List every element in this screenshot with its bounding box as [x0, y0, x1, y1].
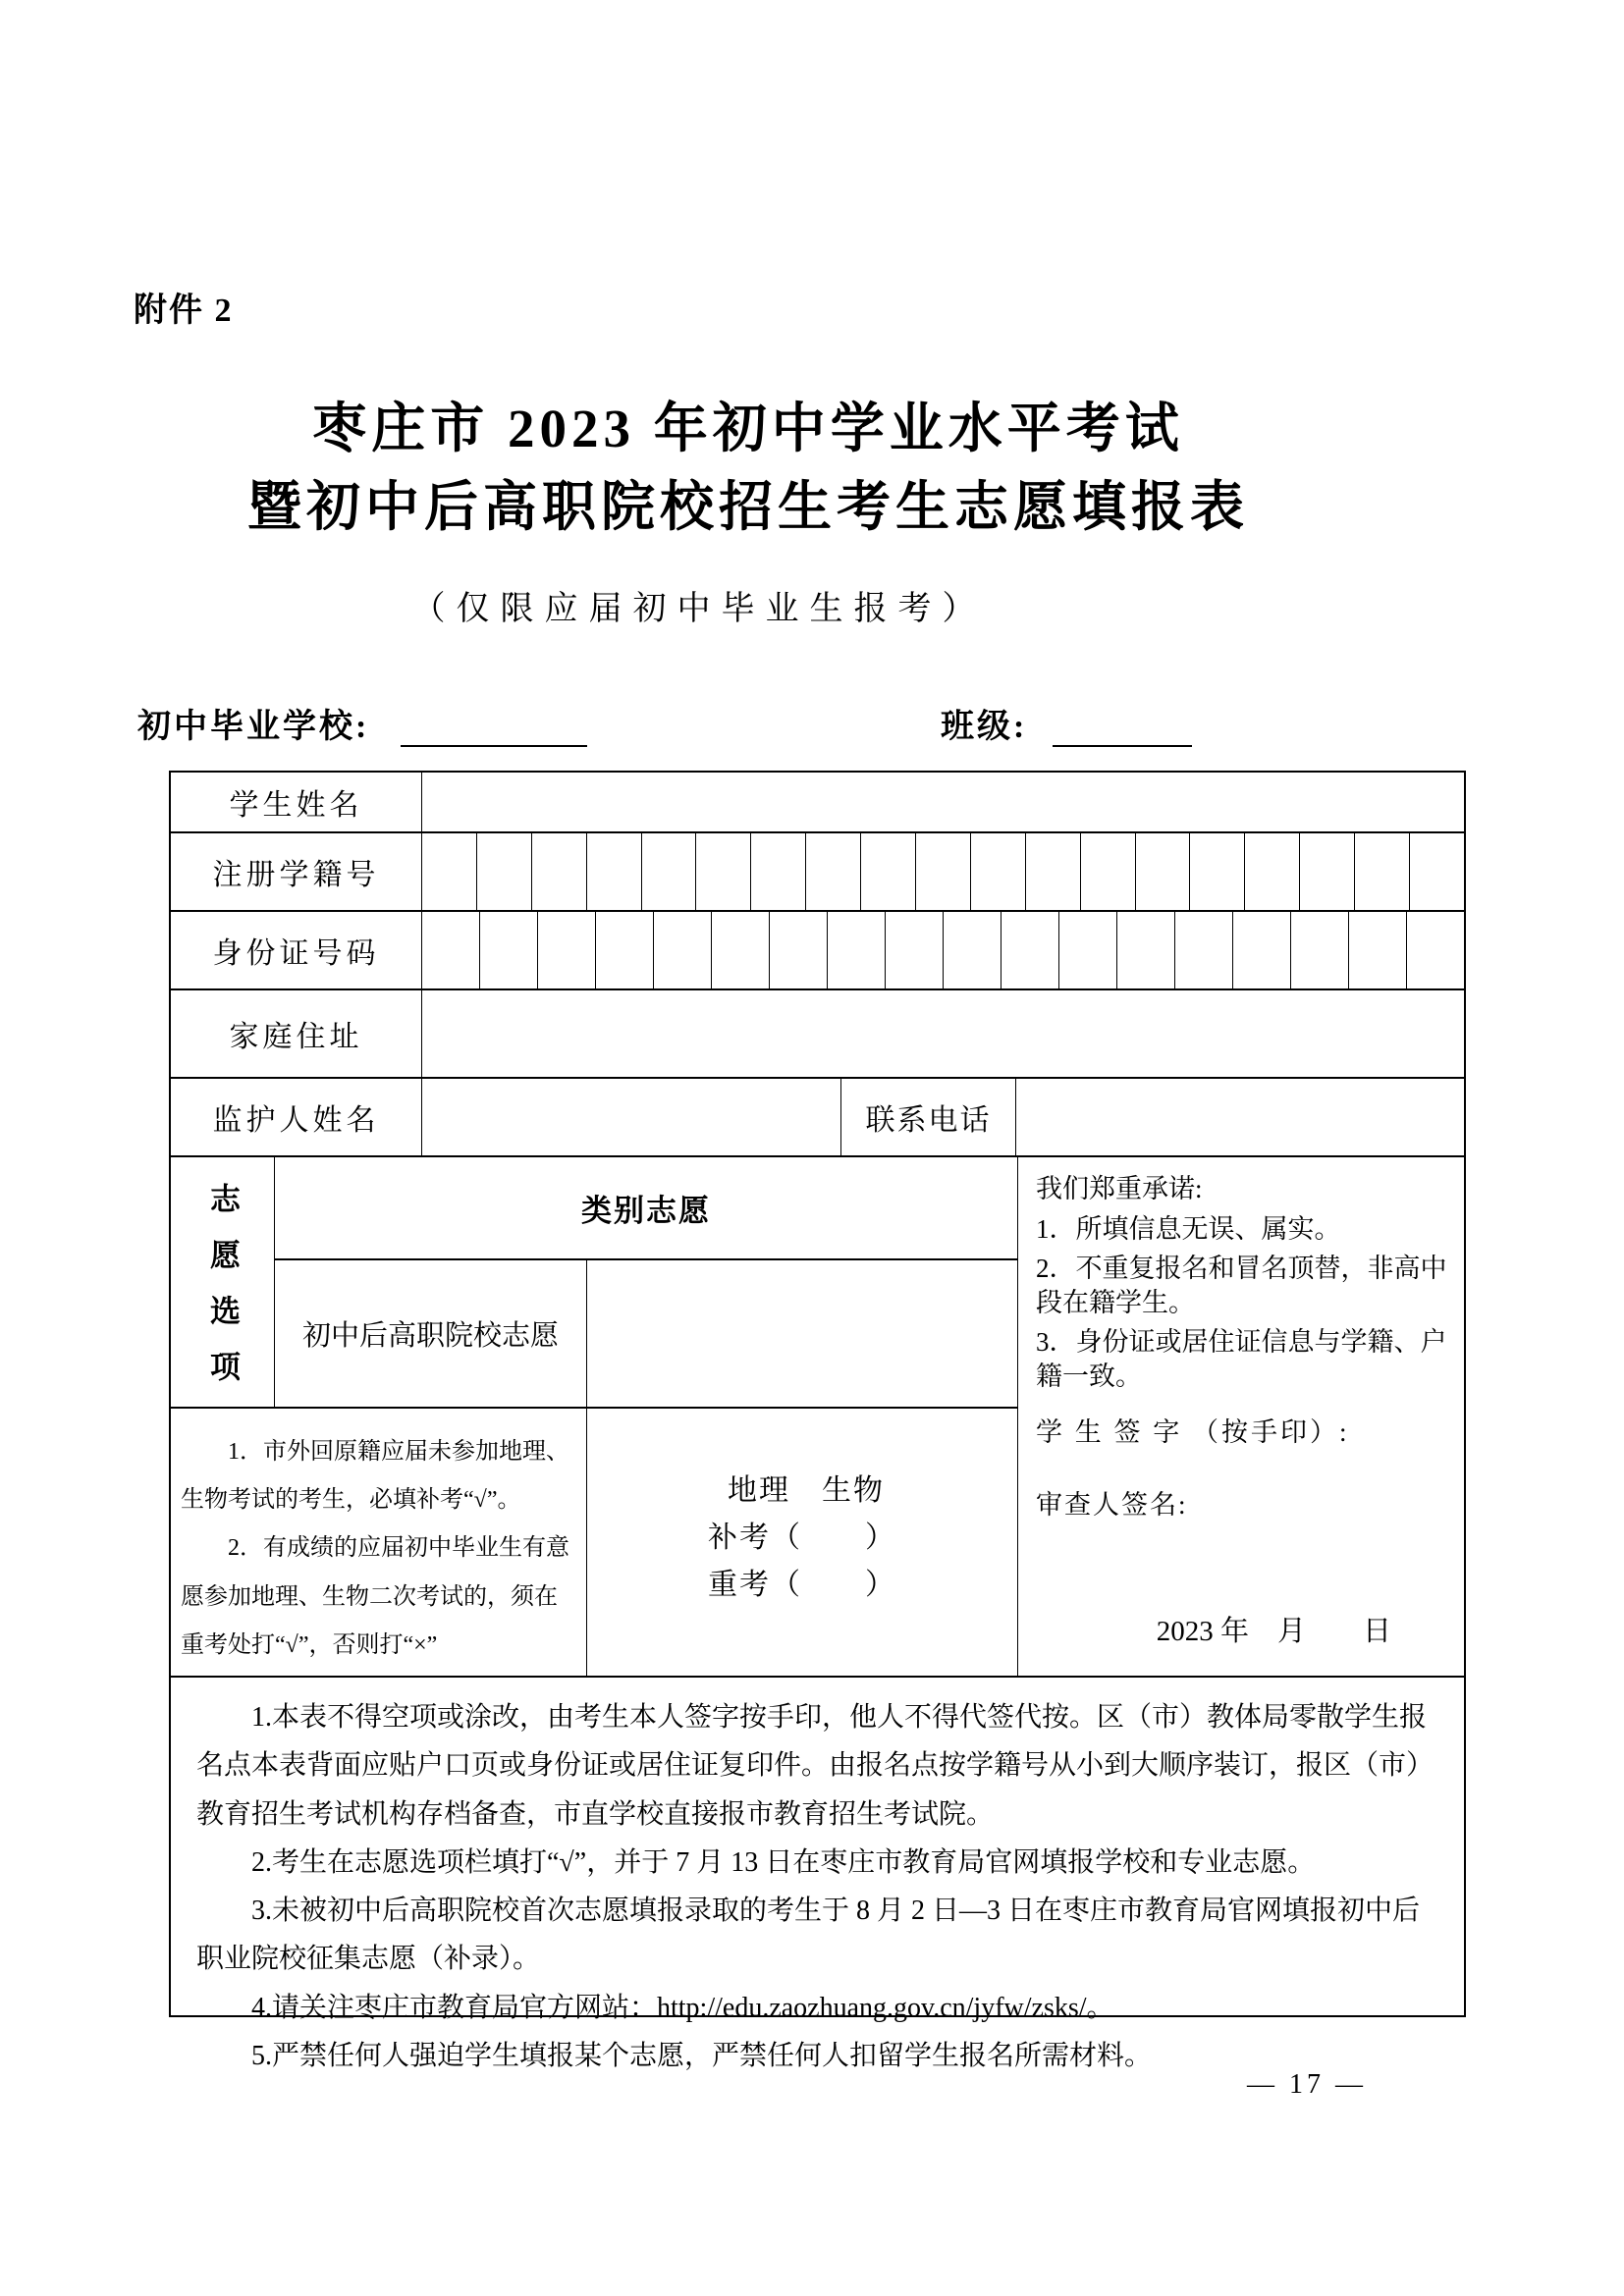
category-volunteer-header: 类别志愿 — [275, 1157, 1017, 1260]
instruction-4: 4.请关注枣庄市教育局官方网站：http://edu.zaozhuang.gov.cn/jyfw/zsks/。 — [251, 1992, 1114, 2023]
vocational-college-option-row — [275, 1260, 1017, 1407]
guardian-row — [171, 1077, 1464, 1155]
digit-cell[interactable] — [479, 912, 537, 988]
volunteer-top-area — [171, 1157, 1017, 1407]
digit-cell[interactable] — [1058, 912, 1116, 988]
volunteer-left-area — [171, 1157, 1017, 1676]
application-form-table — [169, 771, 1466, 2071]
digit-cell[interactable] — [885, 912, 943, 988]
makeup-exam-line[interactable]: 补考（ ） — [708, 1522, 896, 1554]
student-name-row — [171, 773, 1464, 831]
student-name-label: 学生姓名 — [171, 773, 422, 831]
digit-cell[interactable] — [970, 833, 1025, 910]
id-card-row — [171, 910, 1464, 988]
digit-cell[interactable] — [860, 833, 915, 910]
class-label: 班级: — [941, 709, 1028, 745]
home-address-label: 家庭住址 — [171, 990, 422, 1077]
volunteer-options-column — [171, 1157, 275, 1407]
volunteer-options-label: 志愿选项 — [205, 1183, 240, 1407]
digit-cell[interactable] — [537, 912, 595, 988]
pledge-column — [1017, 1157, 1464, 1676]
pledge-item-3: 3．身份证或居住证信息与学籍、户籍一致。 — [1036, 1327, 1447, 1391]
date-line: 2023 年 月 日 — [1156, 1615, 1391, 1647]
home-address-row — [171, 988, 1464, 1077]
digit-cell[interactable] — [586, 833, 641, 910]
digit-cell[interactable] — [1116, 912, 1174, 988]
digit-cell[interactable] — [595, 912, 653, 988]
pledge-item-2: 2．不重复报名和冒名顶替，非高中段在籍学生。 — [1036, 1254, 1447, 1317]
digit-cell[interactable] — [943, 912, 1001, 988]
digit-cell[interactable] — [1025, 833, 1080, 910]
digit-cell[interactable] — [476, 833, 531, 910]
guardian-name-label: 监护人姓名 — [171, 1079, 422, 1155]
digit-cell[interactable] — [653, 912, 711, 988]
digit-cell[interactable] — [1406, 912, 1464, 988]
graduation-school-field — [137, 699, 587, 747]
pledge-item-1: 1．所填信息无误、属实。 — [1036, 1213, 1341, 1244]
digit-cell[interactable] — [1244, 833, 1299, 910]
registration-number-cells — [422, 833, 1464, 910]
digit-cell[interactable] — [1354, 833, 1409, 910]
exam-subjects-line: 地理 生物 — [728, 1474, 885, 1507]
instruction-3: 3.未被初中后高职院校首次志愿填报录取的考生于 8 月 2 日—3 日在枣庄市教育局官网填报初中后职业院校征集志愿（补录）。 — [196, 1896, 1421, 1975]
digit-cell[interactable] — [695, 833, 750, 910]
digit-cell[interactable] — [1001, 912, 1058, 988]
vocational-college-option-input-cell[interactable] — [587, 1260, 1017, 1407]
document-title-line2: 暨初中后高职院校招生考生志愿填报表 — [246, 477, 1249, 537]
digit-cell[interactable] — [422, 833, 476, 910]
digit-cell[interactable] — [769, 912, 827, 988]
makeup-exam-cell — [587, 1409, 1017, 1676]
digit-cell[interactable] — [1348, 912, 1406, 988]
home-address-input-cell[interactable] — [422, 990, 1464, 1077]
class-input-line[interactable] — [1053, 704, 1192, 747]
instruction-1: 1.本表不得空项或涂改，由考生本人签字按手印，他人不得代签代按。区（市）教体局零散学生报名点本表背面应贴户口页或身份证或居住证复印件。由报名点按学籍号从小到大顺序装订，报区（市）教育招生考试机构存档备查，市直学校直接报市教育招生考试院。 — [196, 1702, 1435, 1830]
id-card-cells — [422, 912, 1464, 988]
pledge-title: 我们郑重承诺: — [1036, 1174, 1203, 1203]
digit-cell[interactable] — [422, 912, 479, 988]
digit-cell[interactable] — [1232, 912, 1290, 988]
digit-cell[interactable] — [1135, 833, 1190, 910]
digit-cell[interactable] — [1189, 833, 1244, 910]
digit-cell[interactable] — [1080, 833, 1135, 910]
id-card-label: 身份证号码 — [171, 912, 422, 988]
digit-cell[interactable] — [1299, 833, 1354, 910]
digit-cell[interactable] — [531, 833, 586, 910]
registration-number-label: 注册学籍号 — [171, 833, 422, 910]
student-signature-label[interactable]: 学 生 签 字 （按手印）: — [1036, 1417, 1350, 1448]
volunteer-category-stack — [275, 1157, 1017, 1407]
digit-cell[interactable] — [641, 833, 696, 910]
volunteer-note-1: 1．市外回原籍应届未参加地理、生物考试的考生，必填补考“√”。 — [181, 1439, 569, 1514]
digit-cell[interactable] — [1174, 912, 1232, 988]
document-subtitle: （仅限应届初中毕业生报考） — [411, 591, 987, 627]
document-title-line1: 枣庄市 2023 年初中学业水平考试 — [312, 399, 1184, 458]
digit-cell[interactable] — [711, 912, 769, 988]
contact-phone-input-cell[interactable] — [1016, 1079, 1464, 1155]
instruction-2: 2.考生在志愿选项栏填打“√”，并于 7 月 13 日在枣庄市教育局官网填报学校和专业志愿。 — [251, 1846, 1316, 1878]
page-number: — 17 — — [1247, 2069, 1367, 2100]
digit-cell[interactable] — [750, 833, 805, 910]
digit-cell[interactable] — [827, 912, 885, 988]
graduation-school-input-line[interactable] — [401, 704, 587, 747]
volunteer-bottom-area — [171, 1407, 1017, 1676]
retake-exam-line[interactable]: 重考（ ） — [708, 1569, 896, 1601]
instructions-row — [171, 1676, 1464, 2080]
contact-phone-label: 联系电话 — [841, 1079, 1016, 1155]
makeup-exam-block — [708, 1468, 896, 1676]
vocational-college-option-label: 初中后高职院校志愿 — [275, 1260, 587, 1407]
class-field — [941, 699, 1192, 747]
volunteer-note-2: 2．有成绩的应届初中毕业生有意愿参加地理、生物二次考试的，须在重考处打“√”，否则打“×” — [181, 1535, 569, 1658]
graduation-school-label: 初中毕业学校: — [137, 709, 370, 745]
reviewer-signature-label[interactable]: 审查人签名: — [1036, 1489, 1188, 1520]
instruction-5: 5.严禁任何人强迫学生填报某个志愿，严禁任何人扣留学生报名所需材料。 — [251, 2040, 1153, 2071]
instructions-cell — [171, 1678, 1464, 2080]
attachment-label: 附件 2 — [134, 293, 234, 329]
digit-cell[interactable] — [915, 833, 970, 910]
student-name-input-cell[interactable] — [422, 773, 1464, 831]
registration-number-row — [171, 831, 1464, 910]
digit-cell[interactable] — [805, 833, 860, 910]
volunteer-notes-cell — [171, 1409, 587, 1676]
digit-cell[interactable] — [1290, 912, 1348, 988]
digit-cell[interactable] — [1409, 833, 1464, 910]
volunteer-section-row — [171, 1155, 1464, 1676]
guardian-name-input-cell[interactable] — [422, 1079, 841, 1155]
